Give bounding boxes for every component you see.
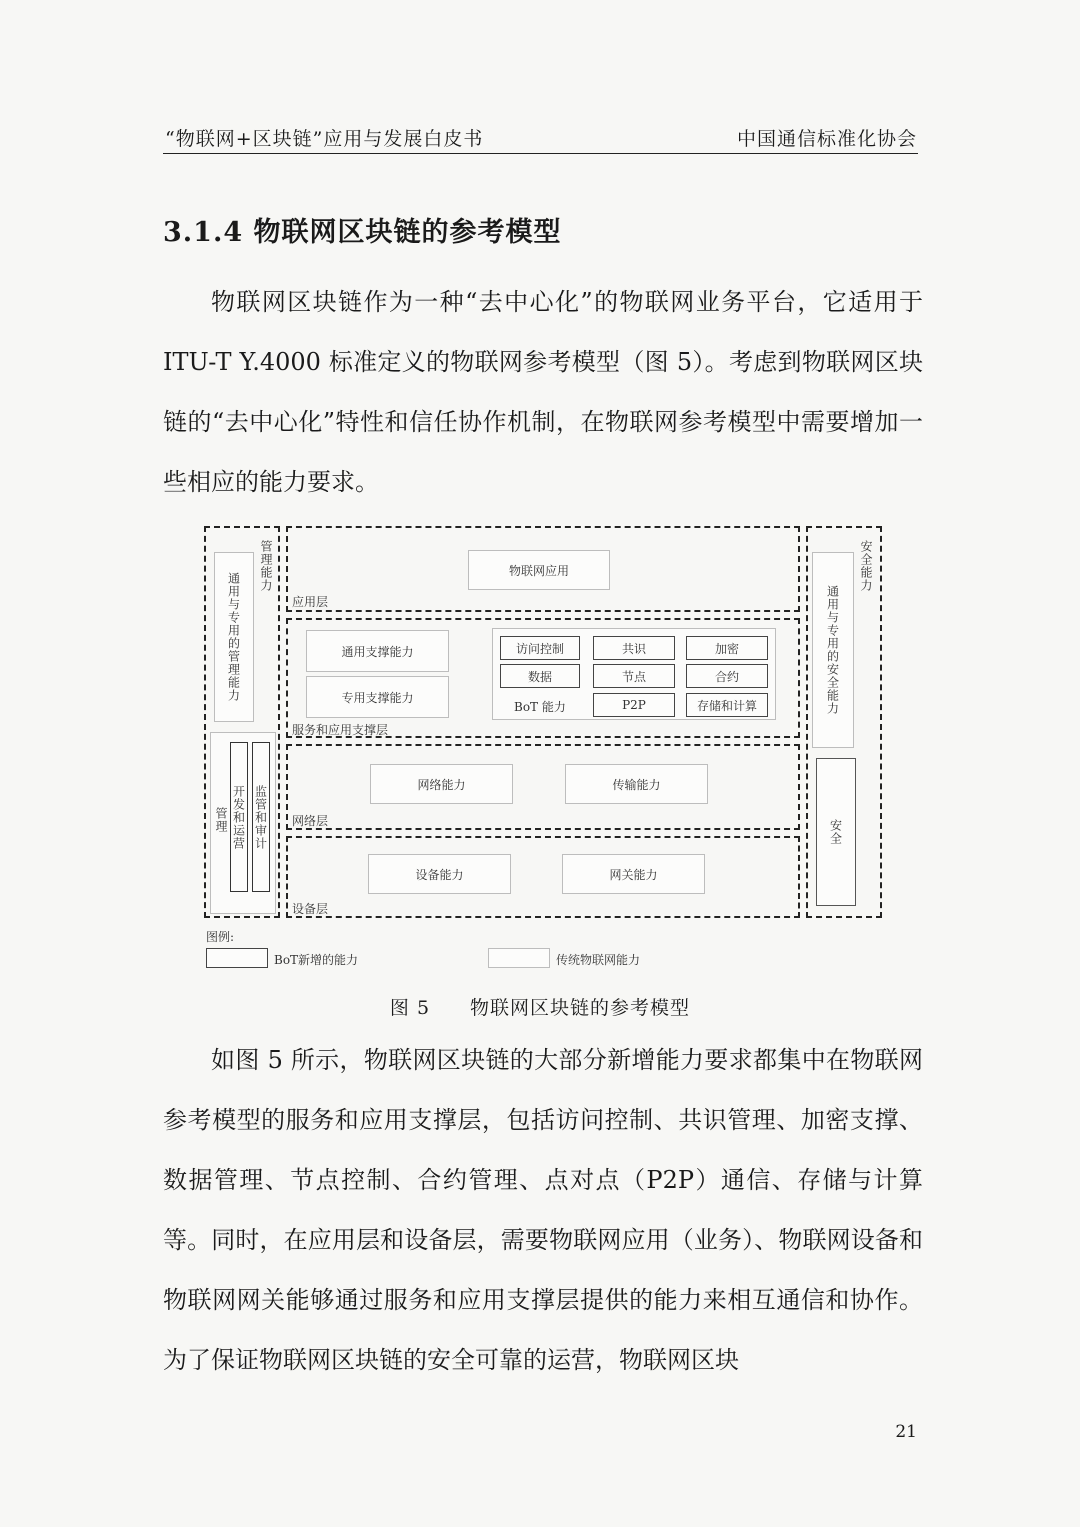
transport-capability-box: 传输能力: [565, 764, 708, 804]
header-divider: [163, 153, 918, 154]
bot-capability-label: BoT 能力: [514, 700, 566, 714]
device-capability-box: 设备能力: [368, 854, 511, 894]
header-organization: 中国通信标准化协会: [736, 128, 917, 150]
storage-compute-box: 存储和计算: [686, 693, 768, 717]
paragraph-1-text: 物联网区块链作为一种“去中心化”的物联网业务平台，它适用于 ITU-T Y.4000 标准定义的物联网参考模型（图 5）。考虑到物联网区块链的“去中心化”特性和信任协作机制，在物联网参考模型中需要增加一些相应的能力要求。: [163, 288, 923, 496]
service-support-layer-label: 服务和应用支撑层: [292, 723, 389, 737]
paragraph-2-text: 如图 5 所示，物联网区块链的大部分新增能力要求都集中在物联网参考模型的服务和应用支撑层，包括访问控制、共识管理、加密支撑、数据管理、节点控制、合约管理、点对点（P2P）通信、存储与计算等。同时，在应用层和设备层，需要物联网应用（业务）、物联网设备和物联网网关能够通过服务和应用支撑层提供的能力来相互通信和协作。为了保证物联网区块链的安全可靠的运营，物联网区块: [163, 1046, 923, 1374]
security-label: 安全: [828, 819, 843, 845]
consensus-box: 共识: [593, 636, 675, 660]
supervision-audit-box: [252, 742, 270, 892]
general-special-mgmt-box: [214, 552, 254, 722]
management-label: 管理: [214, 807, 228, 833]
gateway-capability-box: 网关能力: [562, 854, 705, 894]
dev-ops-label: 开发和运营: [231, 784, 246, 850]
general-special-security-label: 通用与专用的安全能力: [825, 585, 840, 715]
network-layer-label: 网络层: [292, 814, 329, 828]
network-layer: [286, 744, 800, 830]
general-special-security-box: [812, 552, 854, 748]
paragraph-2: [163, 1030, 923, 1390]
p2p-box: P2P: [593, 693, 675, 717]
general-special-mgmt-label: 通用与专用的管理能力: [226, 572, 241, 702]
access-control-box: 访问控制: [500, 636, 580, 660]
section-title: 3.1.4 物联网区块链的参考模型: [163, 217, 562, 248]
dev-ops-box: [230, 742, 248, 892]
supervision-audit-label: 监管和审计: [253, 784, 268, 850]
paragraph-1: [163, 272, 923, 512]
legend-bot-swatch: [206, 948, 268, 968]
legend-title: 图例:: [206, 930, 235, 944]
encryption-box: 加密: [686, 636, 768, 660]
node-box: 节点: [593, 664, 675, 688]
reference-model-diagram: [200, 522, 890, 982]
figure-caption: 图 5 物联网区块链的参考模型: [389, 997, 691, 1019]
device-layer-label: 设备层: [292, 902, 329, 916]
management-capability-label: 管理能力: [259, 540, 273, 592]
application-layer-label: 应用层: [292, 595, 329, 609]
general-support-box: 通用支撑能力: [306, 630, 449, 672]
header-document-title: “物联网+区块链”应用与发展白皮书: [165, 128, 484, 150]
legend-bot-label: BoT新增的能力: [274, 953, 359, 967]
security-box: [816, 758, 856, 906]
security-capability-label: 安全能力: [859, 540, 873, 592]
legend-traditional-swatch: [488, 948, 550, 968]
network-capability-box: 网络能力: [370, 764, 513, 804]
contract-box: 合约: [686, 664, 768, 688]
data-box: 数据: [500, 664, 580, 688]
legend-traditional-label: 传统物联网能力: [556, 953, 641, 967]
device-layer: [286, 836, 800, 918]
iot-application-box: 物联网应用: [468, 550, 610, 590]
page-number: 21: [895, 1422, 917, 1442]
special-support-box: 专用支撑能力: [306, 676, 449, 718]
